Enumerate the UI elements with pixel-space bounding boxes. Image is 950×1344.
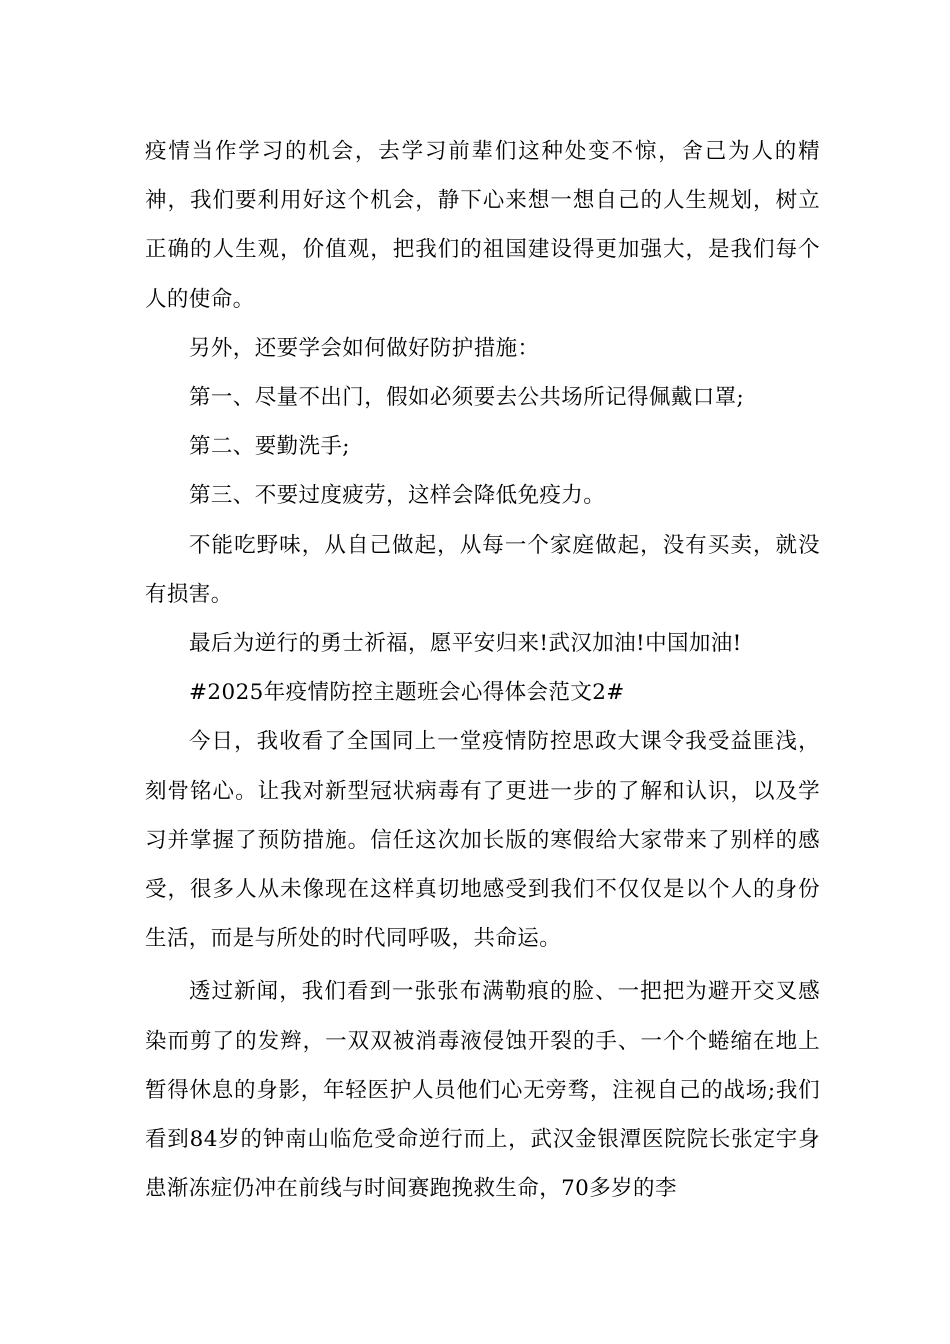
document-body (145, 127, 820, 1213)
paragraph-measure-3: 第三、不要过度疲劳，这样会降低免疫力。 (189, 483, 606, 509)
paragraph-today: 今日，我收看了全国同上一堂疫情防控思政大课令我受益匪浅，刻骨铭心。让我对新型冠状病毒有了更进一步的了解和认识，以及学习并掌握了预防措施。信任这次加长版的寒假给大家带来了别样的感受，很多人从未像现在这样真切地感受到我们不仅仅是以个人的身份生活，而是与所处的时代同呼吸，共命运。 (145, 729, 820, 952)
paragraph-continuation: 疫情当作学习的机会，去学习前辈们这种处变不惊，舍己为人的精神，我们要利用好这个机会，静下心来想一想自己的人生规划，树立正确的人生观，价值观，把我们的祖国建设得更加强大，是我们每个人的使命。 (145, 139, 820, 312)
paragraph-news: 透过新闻，我们看到一张张布满勒痕的脸、一把把为避开交叉感染而剪了的发辫，一双双被消毒液侵蚀开裂的手、一个个蜷缩在地上暂得休息的身影，年轻医护人员他们心无旁骛，注视自己的战场;我们看到84岁的钟南山临危受命逆行而上，武汉金银潭医院院长张定宇身患渐冻症仍冲在前线与时间赛跑挽救生命，70多岁的李 (145, 979, 820, 1202)
section-heading: #2025年疫情防控主题班会心得体会范文2# (189, 680, 625, 706)
paragraph-blessing: 最后为逆行的勇士祈福，愿平安归来!武汉加油!中国加油! (189, 631, 742, 657)
paragraph-measure-1: 第一、尽量不出门，假如必须要去公共场所记得佩戴口罩; (189, 385, 745, 411)
paragraph-wild-animals: 不能吃野味，从自己做起，从每一个家庭做起，没有买卖，就没有损害。 (145, 532, 820, 607)
paragraph-measure-2: 第二、要勤洗手; (189, 434, 350, 460)
paragraph-protection-intro: 另外，还要学会如何做好防护措施： (189, 335, 540, 361)
